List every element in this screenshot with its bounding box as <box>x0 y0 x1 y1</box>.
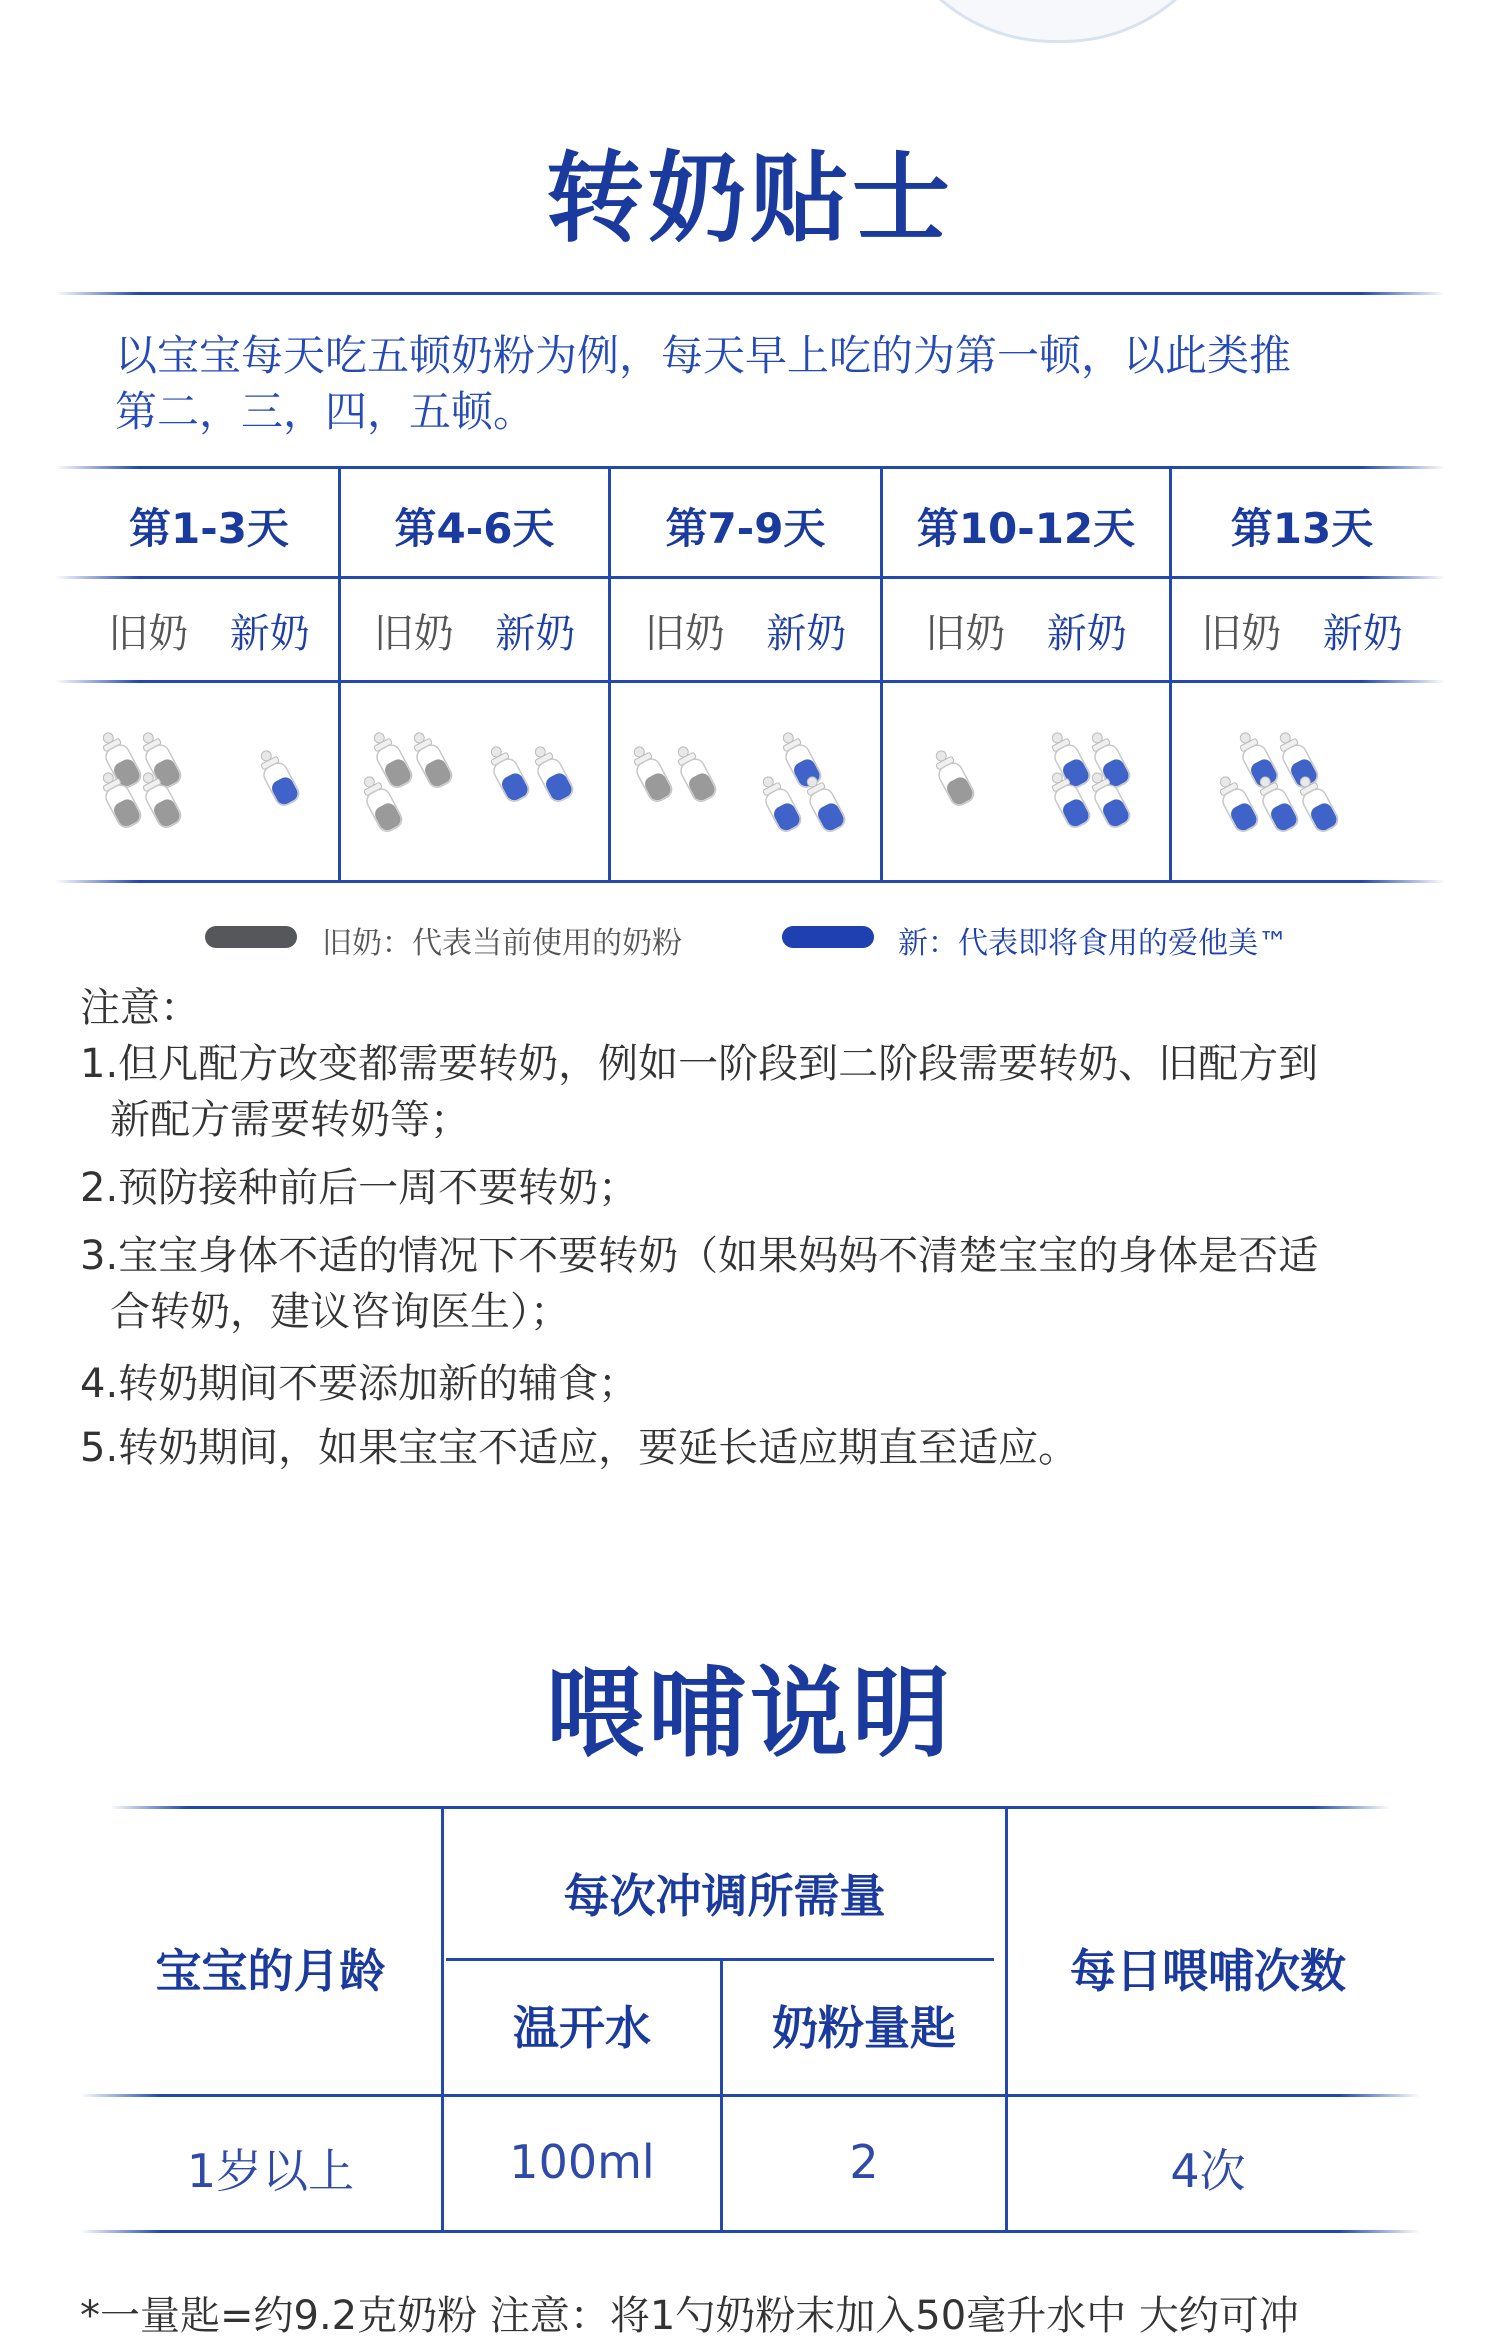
old-milk-bottle-icon <box>662 736 727 811</box>
header-age: 宝宝的月龄 <box>155 1944 386 1998</box>
label-cell <box>883 602 1169 659</box>
new-milk-label: 新奶 <box>766 611 847 657</box>
note-item <box>80 1420 1078 1476</box>
new-milk-bottle-icon <box>245 740 310 815</box>
label-cell <box>80 602 338 659</box>
label-cell <box>341 602 608 659</box>
period-header: 第13天 <box>1230 504 1374 553</box>
note-item <box>80 1356 638 1412</box>
new-milk-label: 新奶 <box>495 611 576 657</box>
decorative-top-arc <box>880 0 1236 43</box>
legend-new-text: 新：代表即将食用的爱他美™ <box>898 926 1288 961</box>
footnote: *一量匙=约9.2克奶粉 注意：将1勺奶粉末加入50毫升水中 大约可冲 <box>80 2293 1299 2339</box>
feeding-table-top <box>110 1806 1390 1809</box>
old-milk-label: 旧奶 <box>1201 611 1282 657</box>
header-water: 温开水 <box>513 2001 651 2055</box>
header-times: 每日喂哺次数 <box>1070 1944 1346 1998</box>
section-title: 喂哺说明 <box>545 1657 954 1771</box>
note-line: 2.预防接种前后一周不要转奶； <box>80 1165 639 1211</box>
note-item <box>80 1228 1318 1340</box>
cell-scoops: 2 <box>849 2135 879 2189</box>
note-line: 3.宝宝身体不适的情况下不要转奶（如果妈妈不清楚宝宝的身体是否适 <box>80 1233 1319 1279</box>
table-header-line <box>55 576 1445 579</box>
new-milk-label: 新奶 <box>1322 611 1403 657</box>
intro-line-1: 以宝宝每天吃五顿奶粉为例，每天早上吃的为第一顿，以此类推 <box>115 331 1292 380</box>
new-milk-label: 新奶 <box>1046 611 1127 657</box>
period-header: 第1-3天 <box>129 504 289 553</box>
cell-water: 100ml <box>509 2135 655 2189</box>
page-title: 转奶贴士 <box>545 142 954 256</box>
note-line: 新配方需要转奶等； <box>110 1097 470 1143</box>
legend-old-text: 旧奶：代表当前使用的奶粉 <box>322 926 682 961</box>
old-milk-bottle-icon <box>920 740 985 815</box>
feeding-table-bottom <box>80 2230 1420 2233</box>
note-item <box>80 1036 1318 1148</box>
old-milk-label: 旧奶 <box>108 611 189 657</box>
cell-times: 4次 <box>1170 2144 1246 2198</box>
note-line: 合转奶，建议咨询医生）； <box>110 1289 570 1335</box>
header-per-serving: 每次冲调所需量 <box>563 1869 886 1923</box>
table-bottom-line <box>55 880 1445 883</box>
new-milk-bottle-icon <box>519 736 584 811</box>
legend-old-swatch <box>205 926 297 948</box>
new-milk-label: 新奶 <box>229 611 310 657</box>
period-header: 第7-9天 <box>665 504 826 553</box>
intro-line-2: 第二，三，四，五顿。 <box>115 387 536 436</box>
old-milk-label: 旧奶 <box>925 611 1006 657</box>
note-line: 1.但凡配方改变都需要转奶，例如一阶段到二阶段需要转奶、旧配方到 <box>80 1041 1319 1087</box>
period-header: 第10-12天 <box>916 504 1136 553</box>
header-scoops: 奶粉量匙 <box>772 2001 956 2055</box>
table-labels-line <box>55 680 1445 683</box>
old-milk-label: 旧奶 <box>373 611 454 657</box>
notes-title: 注意： <box>80 985 200 1031</box>
note-line: 5.转奶期间，如果宝宝不适应，要延长适应期直至适应。 <box>80 1425 1079 1471</box>
intro-text <box>115 328 1291 440</box>
old-milk-label: 旧奶 <box>644 611 725 657</box>
legend-new-swatch <box>782 926 874 948</box>
note-line: 4.转奶期间不要添加新的辅食； <box>80 1361 639 1407</box>
label-cell <box>1172 602 1432 659</box>
label-cell <box>611 602 880 659</box>
period-header: 第4-6天 <box>394 504 555 553</box>
feeding-header-bottom <box>80 2094 1420 2097</box>
table-top-line <box>55 466 1445 469</box>
cell-age: 1岁以上 <box>186 2144 355 2198</box>
divider <box>55 292 1445 295</box>
note-item <box>80 1160 638 1216</box>
